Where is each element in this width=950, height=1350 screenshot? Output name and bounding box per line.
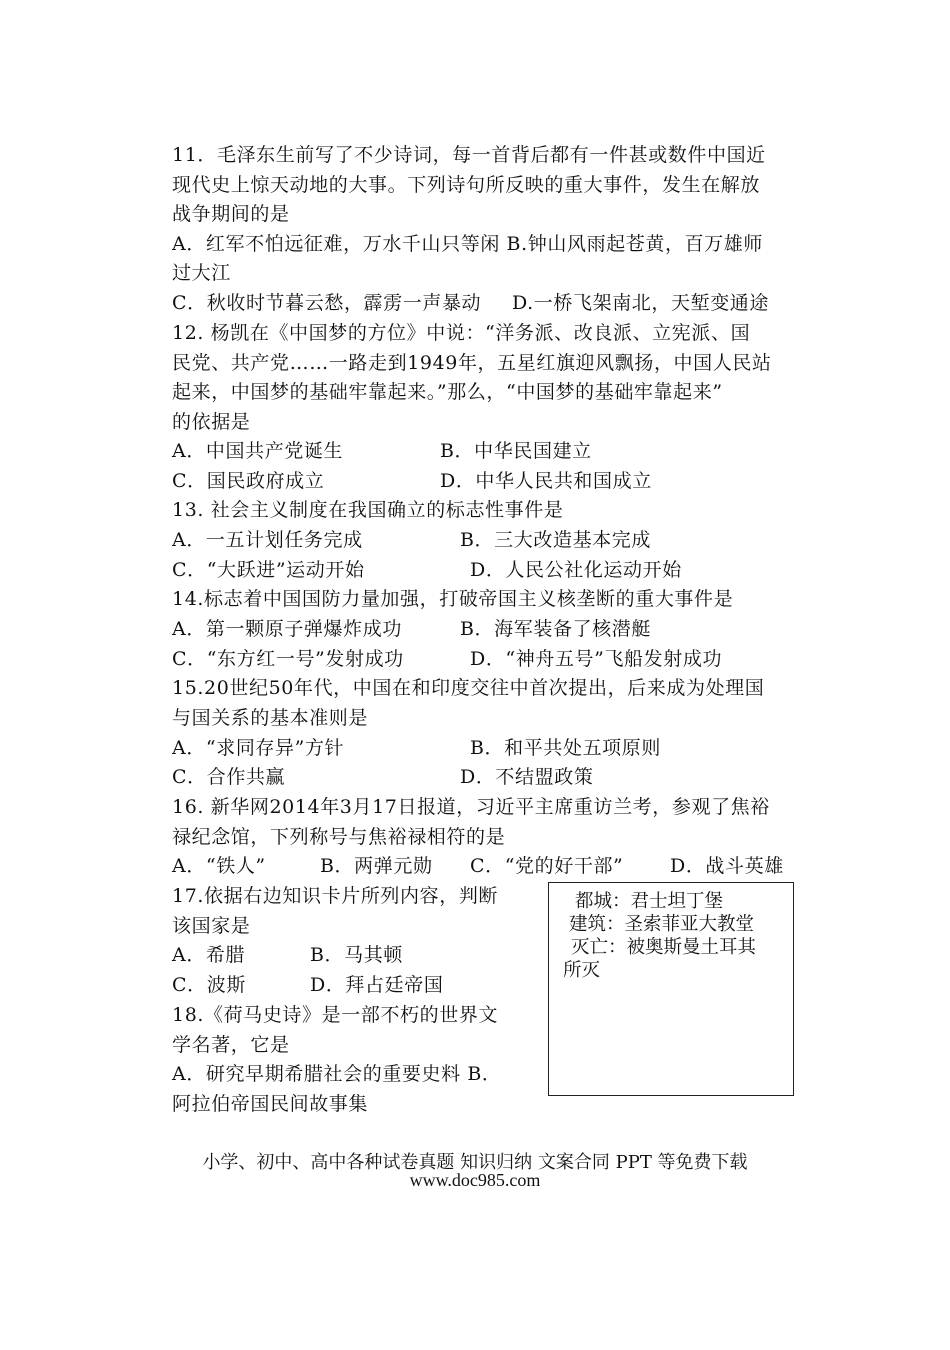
- question-18-options-line-2: 阿拉伯帝国民间故事集: [172, 1093, 369, 1115]
- question-12-stem-line-4: 的依据是: [172, 411, 251, 433]
- question-12-option-c: C．国民政府成立: [172, 470, 325, 492]
- question-12-stem-line-3: 起来，中国梦的基础牢靠起来。”那么，“中国梦的基础牢靠起来”: [172, 381, 723, 403]
- question-12-stem-line-1: 12. 杨凯在《中国梦的方位》中说：“洋务派、改良派、立宪派、国: [172, 322, 751, 344]
- knowledge-card-line-fall-cont: 所灭: [563, 960, 601, 981]
- footer-website-link[interactable]: www.doc985.com: [409, 1170, 541, 1190]
- question-17-option-b: B．马其顿: [310, 944, 403, 966]
- question-18-stem-line-1: 18.《荷马史诗》是一部不朽的世界文: [172, 1004, 499, 1026]
- question-12-option-d: D．中华人民共和国成立: [440, 470, 652, 492]
- question-14-option-c: C．“东方红一号”发射成功: [172, 648, 404, 670]
- question-16-option-b: B．两弹元勋: [320, 855, 433, 877]
- question-11-stem-line-3: 战争期间的是: [172, 203, 290, 225]
- question-16-option-a: A．“铁人”: [172, 855, 266, 877]
- knowledge-card: [548, 882, 794, 1096]
- question-15-stem-line-2: 与国关系的基本准则是: [172, 707, 369, 729]
- question-13-option-b: B．三大改造基本完成: [460, 529, 651, 551]
- question-14-option-a: A．第一颗原子弹爆炸成功: [172, 618, 402, 640]
- question-14-option-b: B．海军装备了核潜艇: [460, 618, 651, 640]
- question-11-option-c: C．秋收时节暮云愁，霹雳一声暴动: [172, 292, 482, 314]
- question-16-option-c: C．“党的好干部”: [470, 855, 624, 877]
- question-11-options-line-2: 过大江: [172, 262, 231, 284]
- question-17-stem-line-2: 该国家是: [172, 915, 251, 937]
- knowledge-card-line-architecture: 建筑：圣索菲亚大教堂: [569, 914, 755, 935]
- question-16-option-d: D．战斗英雄: [670, 855, 784, 877]
- question-11-stem-line-2: 现代史上惊天动地的大事。下列诗句所反映的重大事件，发生在解放: [172, 174, 761, 196]
- question-17-stem-line-1: 17.依据右边知识卡片所列内容，判断: [172, 885, 499, 907]
- question-18-stem-line-2: 学名著，它是: [172, 1034, 290, 1056]
- question-17-option-c: C．波斯: [172, 974, 246, 996]
- question-14-stem: 14.标志着中国国防力量加强，打破帝国主义核垄断的重大事件是: [172, 588, 734, 610]
- question-17-option-a: A．希腊: [172, 944, 246, 966]
- question-16-stem-line-2: 禄纪念馆，下列称号与焦裕禄相符的是: [172, 826, 506, 848]
- footer-promo-text: 小学、初中、高中各种试卷真题 知识归纳 文案合同 PPT 等免费下载: [202, 1152, 748, 1173]
- question-12-stem-line-2: 民党、共产党……一路走到1949年，五星红旗迎风飘扬，中国人民站: [172, 352, 772, 374]
- question-16-stem-line-1: 16. 新华网2014年3月17日报道，习近平主席重访兰考，参观了焦裕: [172, 796, 770, 818]
- question-13-stem: 13. 社会主义制度在我国确立的标志性事件是: [172, 499, 564, 521]
- question-15-option-b: B．和平共处五项原则: [470, 737, 661, 759]
- question-15-option-a: A．“求同存异”方针: [172, 737, 345, 759]
- question-15-option-c: C．合作共赢: [172, 766, 286, 788]
- question-11-option-d: D.一桥飞架南北，天堑变通途: [512, 292, 769, 314]
- question-12-option-a: A．中国共产党诞生: [172, 440, 344, 462]
- question-13-option-c: C．“大跃进”运动开始: [172, 559, 365, 581]
- question-13-option-d: D．人民公社化运动开始: [470, 559, 682, 581]
- question-12-option-b: B．中华民国建立: [440, 440, 592, 462]
- question-18-options-line-1: A．研究早期希腊社会的重要史料 B．: [172, 1063, 502, 1085]
- question-11-stem-line-1: 11．毛泽东生前写了不少诗词，每一首背后都有一件甚或数件中国近: [172, 144, 766, 166]
- knowledge-card-line-capital: 都城：君士坦丁堡: [575, 891, 724, 912]
- question-14-option-d: D．“神舟五号”飞船发射成功: [470, 648, 723, 670]
- knowledge-card-line-fall: 灭亡：被奥斯曼土耳其: [571, 937, 757, 958]
- question-13-option-a: A．一五计划任务完成: [172, 529, 363, 551]
- question-15-stem-line-1: 15.20世纪50年代，中国在和印度交往中首次提出，后来成为处理国: [172, 677, 765, 699]
- question-15-option-d: D．不结盟政策: [460, 766, 594, 788]
- question-11-options-line-1: A．红军不怕远征难，万水千山只等闲 B.钟山风雨起苍黄，百万雄师: [172, 233, 763, 255]
- question-17-option-d: D．拜占廷帝国: [310, 974, 444, 996]
